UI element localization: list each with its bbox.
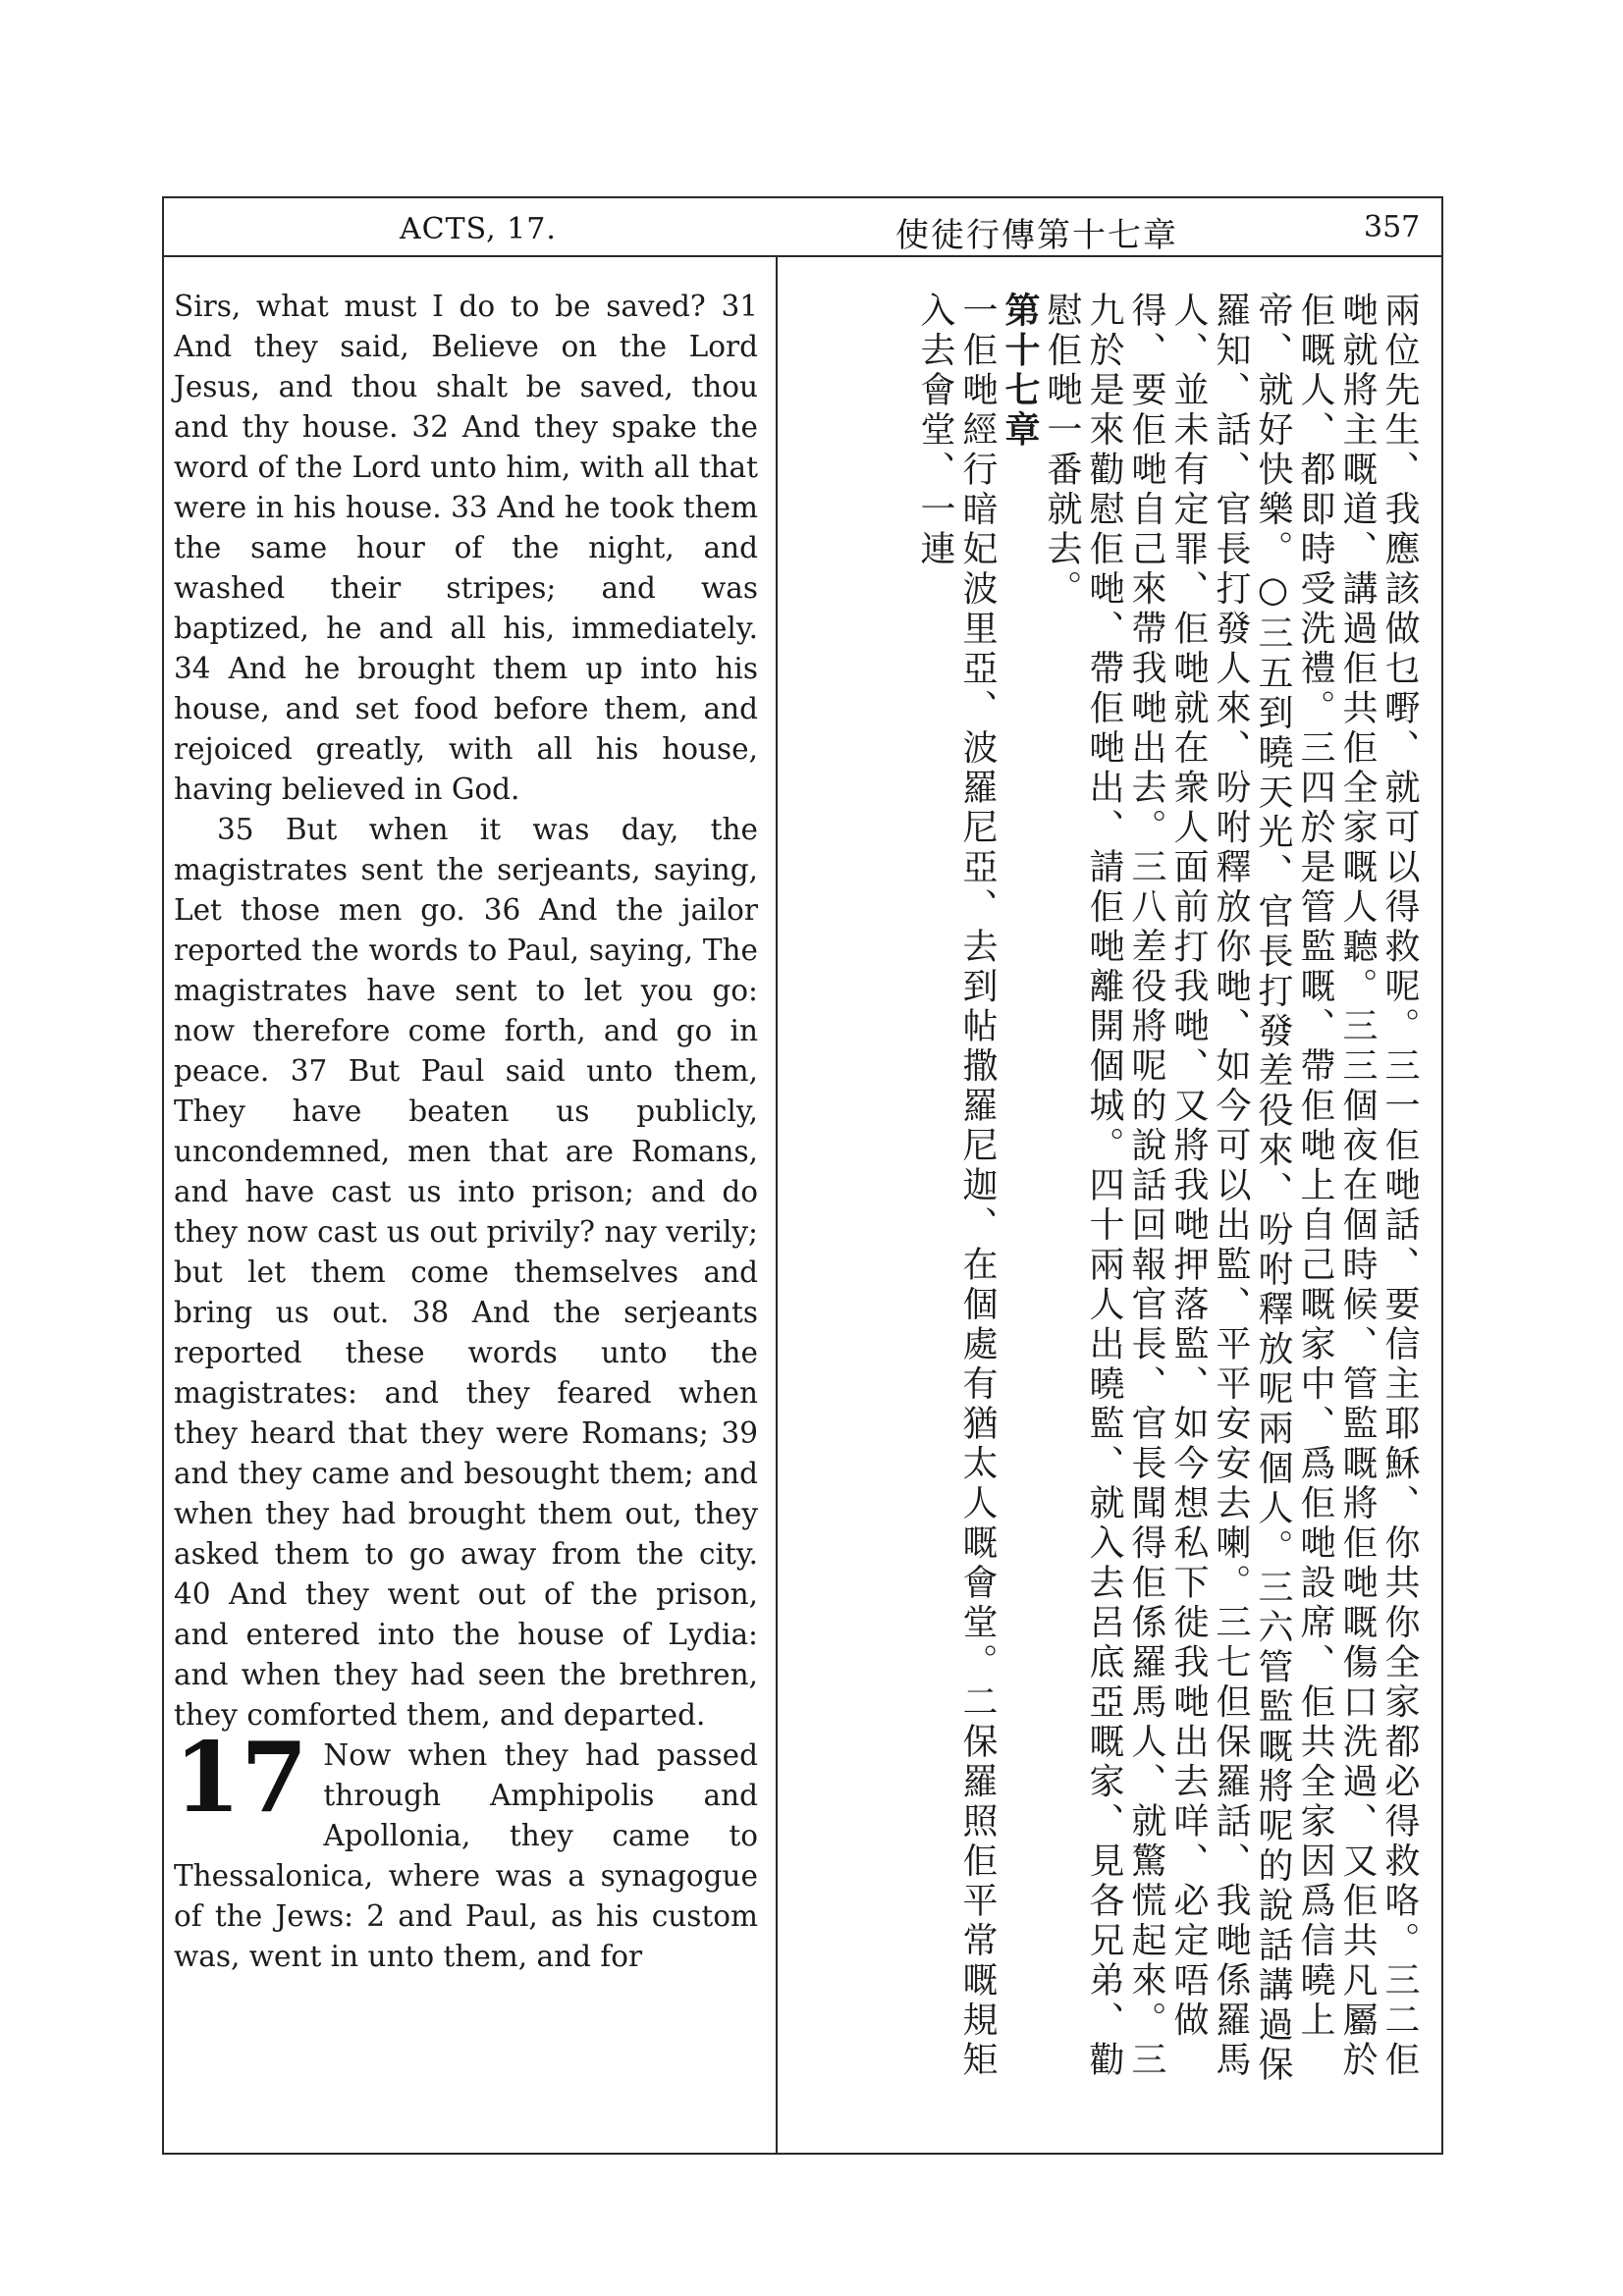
chapter-drop-cap: 17 xyxy=(174,1722,308,1835)
chinese-paragraph-2: 一佢哋經行暗妃波里亞、波羅尼亞、去到帖撒羅尼迦、在個處有猶太人嘅會堂。二保羅照佢平常嘅規矩入去會堂、一連 xyxy=(915,292,998,2081)
english-paragraph-3 xyxy=(174,1722,758,1977)
english-paragraph-1: Sirs, what must I do to be saved? 31 And they said, Believe on the Lord Jesus, and thou shalt be saved, thou and thy house. 32 And they spake the word of the Lord unto him, with all that were in his house. 33 And he took them the same hour of the night, and washed their stripes; and was baptized, he and all his, immediately. 34 And he brought them up into his house, and set food before them, and rejoiced greatly, with all his house, having believed in God. xyxy=(174,290,758,806)
page-number: 357 xyxy=(1364,210,1421,244)
chinese-column xyxy=(792,292,1421,2117)
english-paragraph-3-text: Now when they had passed through Amphipolis and Apollonia, they came to Thessalonica, where was a synagogue of the Jews: 2 and Paul, as his custom was, went in unto them, and for xyxy=(174,1738,758,1973)
header-chinese-title: 使徒行傳第十七章 xyxy=(895,216,1178,255)
header-book-chapter: ACTS, 17. xyxy=(400,212,557,246)
english-column xyxy=(174,287,758,1977)
chinese-paragraph-1: 兩位先生、我應該做乜嘢、就可以得救呢。三一佢哋話、要信主耶穌、你共你全家都必得救咯。三二佢哋就將主嘅道、講過佢共佢全家嘅人聽。三三個夜在個時候、管監嘅將佢哋嘅傷口洗過、又佢共凡屬於佢嘅人、都即時受洗禮。三四於是管監嘅、帶佢哋上自己嘅家中、爲佢哋設席、佢共全家因爲信曉上帝、就好快樂。○三五到曉天光、官長打發差役來、吩咐釋放呢兩個人。三六管監嘅將呢的說話講過保羅知、話、官長打發人來、吩咐釋放你哋、如今可以出監、平平安安去喇。三七但保羅話、我哋係羅馬人、並未有定罪、佢哋就在衆人面前打我哋、又將我哋押落監、如今想私下徙我哋出去咩、必定唔做得、要佢哋自己來帶我哋出去。三八差役將呢的說話回報官長、官長聞得佢係羅馬人、就驚慌起來。三九於是來勸慰佢哋、帶佢哋出、請佢哋離開個城。四十兩人出曉監、就入去呂底亞嘅家、見各兄弟、勸慰佢哋一番就去。 xyxy=(1042,292,1420,2086)
english-paragraph-2: 35 But when it was day, the magistrates sent the serjeants, saying, Let those men go. 36 And the jailor reported the words to Paul, saying, The magistrates have sent to let you go: now therefore come forth, and go in peace. 37 But Paul said unto them, They have beaten us publicly, uncondemned, men that are Romans, and have cast us into prison; and do they now cast us out privily? nay verily; but let them come themselves and bring us out. 38 And the serjeants reported these words unto the magistrates: and they feared when they heard that they were Romans; 39 and they came and besought them; and when they had brought them out, they asked them to go away from the city. 40 And they went out of the prison, and entered into the house of Lydia: and when they had seen the brethren, they comforted them, and departed. xyxy=(174,813,758,1732)
page-frame xyxy=(162,196,1443,2155)
column-divider xyxy=(776,257,778,2155)
running-header xyxy=(164,198,1441,257)
chinese-chapter-heading: 第十七章 xyxy=(1000,292,1041,451)
